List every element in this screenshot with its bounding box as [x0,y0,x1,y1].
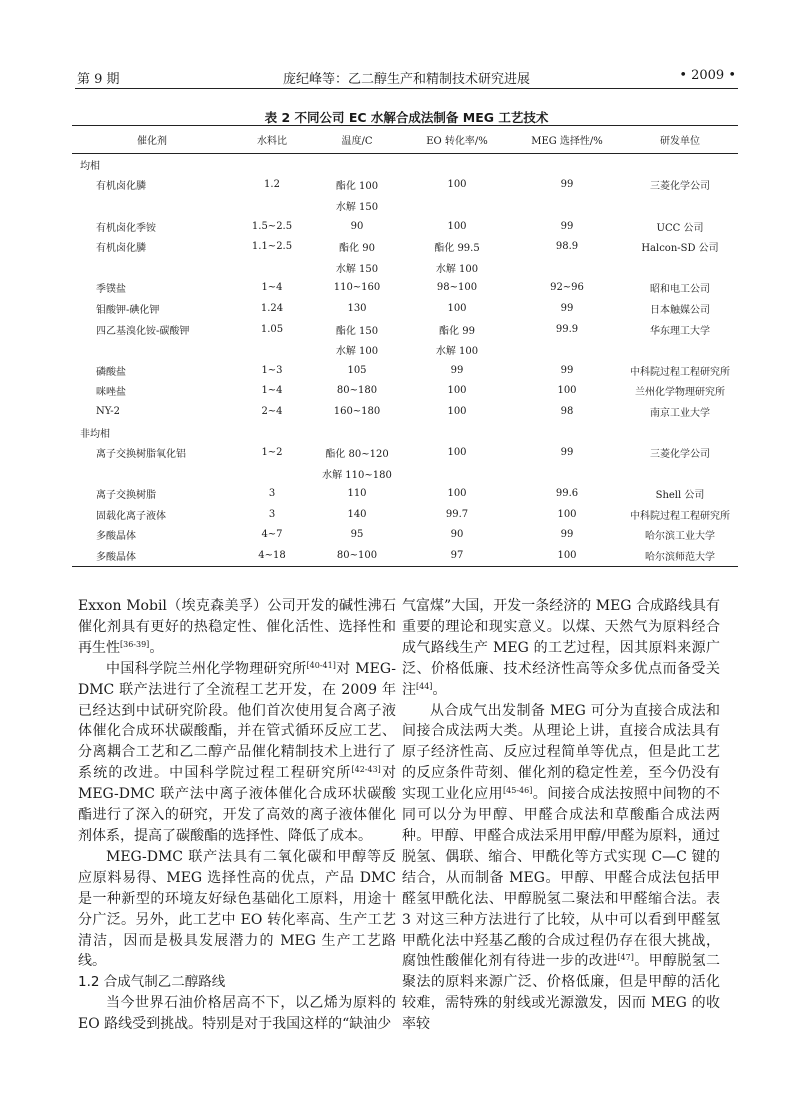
citation: [47] [617,953,634,963]
table-cell: 磷酸盐 [96,366,126,378]
table-cell: Halcon-SD 公司 [641,243,719,255]
issue-number: 第 9 期 [77,72,120,87]
table-cell: 140 [347,508,367,520]
table-cell: 季镤盐 [96,284,126,296]
section-heading: 1.2 合成气制乙二醇路线 [78,974,226,991]
paragraph: 气富煤”大国，开发一条经济的 MEG 合成路线具有重要的理论和现实意义。以煤、天然气为原料经合成气路线生产 MEG 的工艺过程，因其原料来源广泛、价格低廉、技术经济性高等众多优点而备受关注[44]。 [402,598,720,698]
table-cell: 99.9 [555,323,579,335]
table-row [72,257,738,278]
citation: [42-43] [351,765,381,775]
table-row [72,442,738,463]
table-cell: 4~7 [261,529,283,541]
table-cell [232,463,312,484]
table-cell [72,257,232,278]
table-cell: 90 [350,220,364,232]
paragraph: 中国科学院兰州化学物理研究所[40-41]对 MEG-DMC 联产法进行了全流程工艺开发，在 2009 年已经达到中试研究阶段。他们首次使用复合离子液体催化合成环状碳酸酯，并在管式循环反应工艺、分离耦合工艺和乙二醇产品催化精制技术上进行了系统的改进。中国科学院过程工程研究所[42-43]对 MEG-DMC 联产法中离子液体催化合成环状碳酸酯进行了深入的研究，开发了高效的离子液体催化剂体系，提高了碳酸酯的选择性、降低了成本。 [78,660,397,844]
table-cell: 离子交换树脂氧化铝 [96,449,186,461]
table-cell [402,195,512,216]
table-cell: 100 [557,385,577,397]
table-row [72,484,738,505]
citation: [45-46] [503,786,533,796]
table-cell [622,463,738,484]
table-cell [72,339,232,360]
table-cell: 水解 100 [435,346,479,358]
table-cell: 1~4 [261,282,283,294]
table-cell: 哈尔滨师范大学 [645,552,715,564]
table-cell: 2~4 [261,405,283,417]
table-cell: 1.24 [260,302,284,314]
table-cell: 130 [347,302,367,314]
table-cell: 92~96 [550,282,584,294]
table-cell [232,257,312,278]
table-row [72,504,738,525]
table-cell: 三菱化学公司 [650,181,710,193]
table-row [72,525,738,546]
table-cell: 99 [560,364,574,376]
table-cell: 1.05 [260,323,284,335]
table-cell: 1~4 [261,385,283,397]
column-header: 催化剂 [72,126,232,154]
running-title: 庞纪峰等：乙二醇生产和精制技术研究进展 [282,72,530,87]
table-cell: 80~100 [336,550,378,562]
table-cell: UCC 公司 [656,222,704,234]
table-row [72,360,738,381]
table-header-row [72,126,738,154]
table-cell: 3 [268,488,276,500]
table-cell: 100 [447,220,467,232]
process-technology-table [72,125,738,567]
table-cell: 100 [447,302,467,314]
citation: [44] [416,681,433,691]
table-cell: 有机卤化膦 [96,243,146,255]
table-cell: 4~18 [258,550,286,562]
table-cell: 酯化 99.5 [434,243,480,255]
table-cell: 离子交换树脂 [96,490,156,502]
table-cell: 99 [560,302,574,314]
paragraph: Exxon Mobil（埃克森美孚）公司开发的碱性沸石催化剂具有更好的热稳定性、催化活性、选择性和再生性[36-39]。 [78,598,396,656]
table-cell: 90 [450,529,464,541]
table-cell: 99 [560,179,574,191]
table-cell: 多酸晶体 [96,552,136,564]
table-cell: 98~100 [436,282,478,294]
table-cell: 100 [447,179,467,191]
table-cell [232,339,312,360]
table-cell: 99.7 [445,508,469,520]
table-cell: 酯化 90 [339,243,375,255]
table-cell: 1~3 [261,364,283,376]
table-cell [512,339,622,360]
table-cell: 有机卤化季铵 [96,222,156,234]
table-cell: 水解 150 [335,263,379,275]
citation: [36-39] [120,639,150,649]
column-header: 温度/C [312,126,402,154]
table-cell: 1.1~2.5 [251,241,293,253]
table-cell: 160~180 [333,405,381,417]
table-cell: 有机卤化膦 [96,181,146,193]
table-cell: 97 [450,550,464,562]
left-column [78,596,396,1035]
table-cell: 99 [560,447,574,459]
table-cell: 98 [560,405,574,417]
table-cell: 100 [447,447,467,459]
column-header: 水料比 [232,126,312,154]
table-cell: 99 [450,364,464,376]
table-row [72,339,738,360]
table-row [72,216,738,237]
paragraph: 当今世界石油价格居高不下，以乙烯为原料的 EO 路线受到挑战。特别是对于我国这样的“缺油少 [78,995,396,1033]
column-header: MEG 选择性/% [512,126,622,154]
table-cell [512,257,622,278]
table-cell: 99.6 [555,488,579,500]
table-row [72,319,738,340]
table-cell: 固载化离子液体 [96,510,166,522]
table-cell: 98.9 [555,241,579,253]
table-cell: 三菱化学公司 [650,449,710,461]
table-cell: 105 [347,364,367,376]
table-row [72,381,738,402]
table-cell: 100 [557,550,577,562]
table-row [72,545,738,566]
table-cell: 酯化 100 [335,181,379,193]
table-cell: 95 [350,529,364,541]
table-cell [72,463,232,484]
table-cell: 1.2 [264,179,280,191]
table-category-row [72,422,738,443]
table-cell: 1~2 [261,447,283,459]
table-cell: 兰州化学物理研究所 [635,387,725,399]
table-cell [622,257,738,278]
table-cell [622,339,738,360]
right-column [402,596,720,1035]
table-cell [402,463,512,484]
table-cell: 100 [557,508,577,520]
table-body [72,154,738,567]
column-header: 研发单位 [622,126,738,154]
table-cell: 华东理工大学 [650,325,710,337]
table-cell: 日本触媒公司 [650,304,710,316]
table-cell: 中科院过程工程研究所 [630,366,730,378]
citation: [40-41] [306,660,336,670]
table-cell [512,195,622,216]
table-cell: 多酸晶体 [96,531,136,543]
table-row [72,401,738,422]
category-label: 均相 [80,160,100,172]
table-row [72,236,738,257]
table-cell: 3 [268,508,276,520]
table-cell: 咪唑盐 [96,387,126,399]
category-label: 非均相 [80,428,110,440]
table-cell: 水解 150 [335,201,379,213]
table-container [72,125,738,567]
table-row [72,463,738,484]
table-cell: 钼酸钾-碘化钾 [96,304,160,316]
table-cell: 110~160 [333,282,381,294]
table-caption: 表 2 不同公司 EC 水解合成法制备 MEG 工艺技术 [264,110,549,125]
column-header: EO 转化率/% [402,126,512,154]
table-category-row [72,154,738,175]
table-cell: 四乙基溴化铵-碳酸钾 [96,325,190,337]
table-cell: 100 [447,488,467,500]
table-cell: NY-2 [96,405,120,417]
table-row [72,195,738,216]
paragraph: 从合成气出发制备 MEG 可分为直接合成法和间接合成法两大类。从理论上讲，直接合成法具有原子经济性高、反应过程简单等优点，但是此工艺的反应条件苛刻、催化剂的稳定性差，至今仍没有实现工业化应用[45-46]。间接合成法按照中间物的不同可以分为甲醇、甲醛合成法和草酸酯合成法两种。甲醇、甲醛合成法采用甲醇/甲醛为原料，通过脱氢、偶联、缩合、甲酰化等方式实现 C—C 键的结合，从而制备 MEG。甲醇、甲醛合成法包括甲醛氢甲酰化法、甲醇脱氢二聚法和甲醛缩合法。表 3 对这三种方法进行了比较，从中可以看到甲醛氢甲酰化法中羟基乙酸的合成过程仍存在很大挑战，腐蚀性酸催化剂有待进一步的改进[47]。甲醇脱氢二聚法的原料来源广泛、价格低廉，但是甲醇的活化较难，需特殊的射线或光源激发，因而 MEG 的收率较 [402,702,721,1033]
table-cell [72,195,232,216]
table-cell [512,463,622,484]
table-cell: 酯化 150 [335,325,379,337]
table-cell: 水解 110~180 [322,469,392,481]
table-cell: 昭和电工公司 [650,284,710,296]
table-cell: 酯化 80~120 [325,449,389,461]
table-cell: 哈尔滨工业大学 [645,531,715,543]
table-cell: 80~180 [336,385,378,397]
page-header [75,66,738,89]
table-cell: 水解 100 [435,263,479,275]
table-cell: Shell 公司 [655,490,705,502]
table-row [72,278,738,299]
table-cell: 1.5~2.5 [251,220,293,232]
table-cell: 100 [447,405,467,417]
table-cell [232,195,312,216]
paragraph: MEG-DMC 联产法具有二氧化碳和甲醇等反应原料易得、MEG 选择性高的优点，产品 DMC 是一种新型的环境友好绿色基础化工原料，用途十分广泛。另外，此工艺中 EO 转化率高、生产工艺清洁，因而是极具发展潜力的 MEG 生产工艺路线。 [78,848,396,970]
table-cell: 100 [447,385,467,397]
page-number: • 2009 • [679,68,736,83]
table-cell: 110 [347,488,367,500]
table-row [72,298,738,319]
table-cell: 南京工业大学 [650,407,710,419]
table-cell: 99 [560,220,574,232]
table-cell: 水解 100 [335,346,379,358]
table-cell: 99 [560,529,574,541]
table-cell: 酯化 99 [439,325,475,337]
table-cell [622,195,738,216]
table-cell: 中科院过程工程研究所 [630,510,730,522]
table-row [72,175,738,196]
